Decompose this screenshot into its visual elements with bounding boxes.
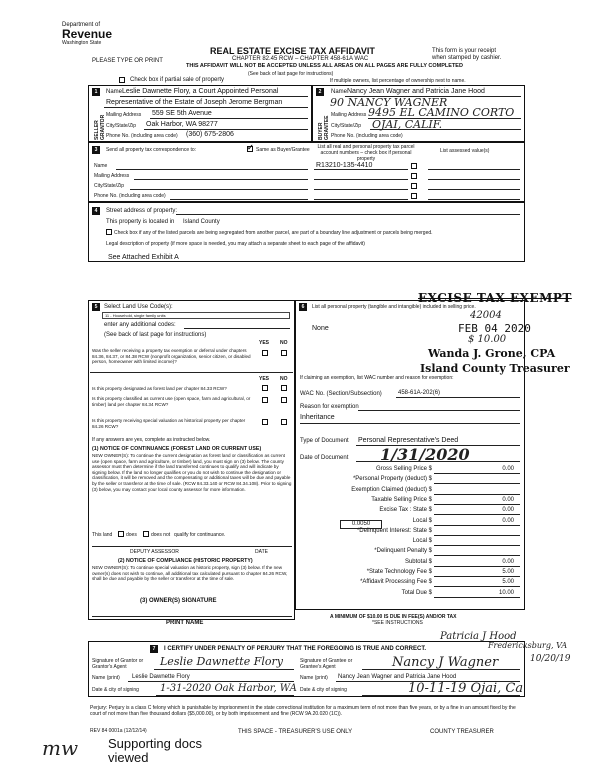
this-land-label: This land [92,532,113,538]
parcel-checkbox-3[interactable] [411,183,417,189]
form-warning: THIS AFFIDAVIT WILL NOT BE ACCEPTED UNLESS ALL AREAS ON ALL PAGES ARE FULLY COMPLETED [186,63,463,69]
wac-value[interactable]: 458-61A-202(6) [398,390,441,396]
land-use-see-back: (See back of last page for instructions) [104,332,207,338]
docdate-label: Date of Document [300,455,349,461]
deputy-assessor-label: DEPUTY ASSESSOR [130,549,179,555]
county-treasurer-label: COUNTY TREASURER [430,729,494,735]
reason-value[interactable]: Inheritance [300,414,335,421]
totals-row-label: *Personal Property (deduct) $ [352,476,432,482]
personal-property-value[interactable]: None [312,325,329,332]
seller-city[interactable]: Oak Harbor, WA 98277 [146,121,218,128]
county-line-label: This property is located in [106,219,175,225]
qualify-label: qualify for continuance. [174,532,226,538]
partial-sale-checkbox[interactable] [119,77,125,83]
totals-row-value[interactable]: 5.00 [502,579,514,585]
certify-statement: I CERTIFY UNDER PENALTY OF PERJURY THAT THE FOREGOING IS TRUE AND CORRECT. [164,646,427,652]
county-value: Island County [183,219,220,225]
q1-no[interactable] [281,350,287,356]
q2-yes[interactable] [262,385,268,391]
receipt-note: This form is your receipt when stamped by cashier. [432,48,502,61]
correspondence-label: Send all property tax correspondence to: [106,147,197,153]
grantee-date-label: Date & city of signing [300,687,347,693]
personal-property-label: List all personal property (tangible and intangible) included in selling price. [312,304,476,310]
form-title: REAL ESTATE EXCISE TAX AFFIDAVIT [210,46,375,56]
deputy-date-label: DATE [255,549,268,555]
owner-signature-label: (3) OWNER(S) SIGNATURE [140,598,217,604]
print-name-label: PRINT NAME [166,620,204,626]
minimum-due-note: A MINIMUM OF $10.00 IS DUE IN FEE(S) AND/OR TAX [330,614,457,620]
corr-phone-label: Phone No. (including area code) [94,193,166,199]
stamp-treasurer-office: Island County Treasurer [420,362,570,375]
seller-phone-label: Phone No. (including area code) [106,133,178,139]
section-5-marker: 5 [92,303,100,311]
seller-side-label: SELLER GRANTOR [94,114,106,140]
section-1-marker: 1 [92,88,100,96]
buyer-name[interactable]: Nancy Jean Wagner and Patricia Jane Hood [347,88,485,95]
form-subtitle: CHAPTER 82.45 RCW – CHAPTER 458-61A WAC [232,56,369,62]
seller-name-label: Name [106,89,123,95]
totals-row-label: Excise Tax : State $ [379,507,432,513]
q3-text: Is this property classified as current use (open space, farm and agricultural, or timber) land per chapter 84.34 RCW? [92,396,251,407]
hood-signature: Patricia J Hood [440,631,517,642]
grantee-date-city[interactable]: 10-11-19 Ojai, Ca [408,681,524,696]
yes-header-2: YES [259,376,270,382]
totals-row-value[interactable]: 5.00 [502,569,514,575]
does-not-checkbox[interactable] [143,531,149,537]
q4-yes[interactable] [262,419,268,425]
totals-row-value[interactable]: 0.00 [502,518,514,524]
q2-text: Is this property designated as forest land per chapter 84.33 RCW? [92,386,227,391]
see-back-note: (See back of last page for instructions) [248,71,334,77]
print-note: PLEASE TYPE OR PRINT [92,58,163,64]
q2-no[interactable] [281,385,287,391]
seller-mailing-label: Mailing Address [106,112,142,118]
local-rate[interactable]: 0.0050 [340,520,382,529]
stamp-amount: $ 10.00 [468,334,507,345]
buyer-phone-label: Phone No. (including area code) [331,133,403,139]
totals-row-value[interactable]: 0.00 [502,507,514,513]
notice2-body: NEW OWNER(S): To continue special valuation as historic property, sign (3) below. If the new owner(s) does not wish to continue, all additional tax calculated pursuant to chapter 84.26 RCW, shall be due and payable by the seller or transferor at the time of sale. [92,565,288,582]
totals-row-value[interactable]: 0.00 [502,559,514,565]
grantee-sig-label: Signature of Grantee or Grantee's Agent [300,658,353,670]
totals-row-value[interactable]: 0.00 [502,497,514,503]
stamp-date: FEB 04 2020 [458,322,531,335]
buyer-name-label: Name [331,89,348,95]
exhibit-text: See Attached Exhibit A [108,254,179,261]
grantor-name-label: Name (print) [92,675,120,681]
perjury-note: Perjury: Perjury is a class C felony which is punishable by imprisonment in the state correctional institution for a maximum term of not more than five years, or by a fine in an amount fixed by the court of not more than five thousand dollars ($5,000.00), or by both imprisonment and fine (RCW 9A.20.020 (1C)). [90,705,516,717]
no-header-2: NO [280,376,288,382]
doctype-label: Type of Document [300,438,349,444]
totals-row-label: *Affidavit Processing Fee $ [360,579,432,585]
totals-row-label: *State Technology Fee $ [366,569,432,575]
q3-no[interactable] [281,397,287,403]
notice1-title: (1) NOTICE OF CONTINUANCE (FOREST LAND OR CURRENT USE) [92,446,262,452]
notice1-body: NEW OWNER(S): To continue the current designation as forest land or classification as current use (open space, farm and agriculture, or timber) land, you must sign on (3) below. The county assessor must then determine if the land transferred continues to qualify and will indicate by signing below. If the land no longer qualifies or you do not wish to continue the designation or classification, it will be removed and the compensating or additional taxes will be due and payable by the seller or transferor at the time of sale. (RCW 84.33.140 or RCW 84.34.108). Prior to signing (3) below, you may contact your local county assessor for more information. [92,453,292,492]
does-checkbox[interactable] [118,531,124,537]
parcel-checkbox-2[interactable] [411,173,417,179]
corr-city-label: City/State/Zip [94,183,125,189]
supporting-docs-note: Supporting docs viewed [108,736,202,765]
hood-location: Fredericksburg, VA [488,641,568,650]
totals-row-label: Total Due $ [401,590,432,596]
parcel-checkbox-1[interactable] [411,163,417,169]
q4-no[interactable] [281,419,287,425]
parcel-header: List all real and personal property tax parcel account numbers – check box if personal property [317,144,415,162]
totals-row-label: Local $ [412,518,432,524]
totals-row-label: Local $ [412,538,432,544]
reason-label: Reason for exemption [300,404,359,410]
buyer-name-handwritten: 90 NANCY WAGNER [330,96,448,109]
parcel-checkbox-4[interactable] [411,193,417,199]
parcel-number[interactable]: R13210-135-4410 [316,162,373,169]
q1-text: Was the seller receiving a property tax exemption or deferral under chapters 84.36, 84.37, or 84.38 RCW (nonprofit organization, senior citizen, or disabled person, homeowner with limited income)? [92,348,251,364]
seller-mailing[interactable]: 559 SE 5th Avenue [152,110,212,117]
corr-name-label: Name [94,163,108,169]
grantee-signature[interactable]: Nancy J Wagner [392,655,499,670]
notice2-title: (2) NOTICE OF COMPLIANCE (HISTORIC PROPERTY) [118,558,253,564]
reviewer-initials: mw [42,736,79,760]
multiple-owners-note: If multiple owners, list percentage of ownership next to name. [330,78,466,84]
street-label: Street address of property: [106,208,178,214]
buyer-city-handwritten: OJAI, CALIF. [372,118,443,131]
grantee-name-print[interactable]: Nancy Jean Wagner and Patricia Jane Hood [338,674,457,680]
totals-row-label: *Delinquent Penalty $ [374,548,432,554]
doctype-value[interactable]: Personal Representative's Deed [358,437,459,444]
treasurer-use-label: THIS SPACE - TREASURER'S USE ONLY [238,729,353,735]
seller-name[interactable]: Leslie Dawnette Flory, a Court Appointed Personal [122,88,279,95]
same-as-buyer-label: Same as Buyer/Grantee [256,147,310,153]
q4-text: Is this property receiving special valuation as historical property per chapter 84.26 RCW? [92,418,246,429]
totals-row-label: Taxable Selling Price $ [371,497,432,503]
section-7-marker: 7 [150,645,158,653]
hood-date: 10/20/19 [530,654,571,664]
q3-yes[interactable] [262,397,268,403]
buyer-mailing-handwritten: 9495 EL CAMINO CORTO [368,106,515,119]
section-4-marker: 4 [92,207,100,215]
partial-sale-label: Check box if partial sale of property [130,77,225,83]
excise-exempt-stamp: EXCISE TAX EXEMPT [418,291,572,305]
grantor-name-print[interactable]: Leslie Dawnette Flory [132,674,190,680]
form-revision: REV 84 0001a (12/12/14) [90,728,147,734]
dor-logo: Department of Revenue Washington State [62,22,113,46]
grantor-date-label: Date & city of signing [92,687,139,693]
corr-mailing-label: Mailing Address [94,173,130,179]
grantor-signature[interactable]: Leslie Dawnette Flory [160,655,283,668]
seller-name-line2[interactable]: Representative of the Estate of Joseph Jerome Bergman [106,99,283,106]
totals-row-label: *Delinquent Interest: State $ [356,528,432,534]
stamp-treasurer-name: Wanda J. Grone, CPA [428,347,556,360]
see-instructions-note: *SEE INSTRUCTIONS [372,620,423,626]
seller-city-label: City/State/Zip [106,123,137,129]
section-6-marker: 6 [299,303,307,311]
segregated-checkbox[interactable] [106,229,112,235]
totals-row-label: Gross Selling Price $ [375,466,432,472]
buyer-side-label: BUYER GRANTEE [318,115,330,140]
totals-row-label: Exemption Claimed (deduct) $ [351,487,432,493]
q1-yes[interactable] [262,350,268,356]
section-3-marker: 3 [92,146,100,154]
wac-label: WAC No. (Section/Subsection) [300,391,382,397]
exemption-claim-label: If claiming an exemption, list WAC number and reason for exemption: [300,375,454,381]
segregated-label: Check box if any of the listed parcels are being segregated from another parcel, are part of a boundary line adjustment or parcels being merged. [114,230,433,236]
grantee-name-label: Name (print) [300,675,328,681]
section-2-marker: 2 [316,88,324,96]
seller-phone[interactable]: (360) 675-2806 [186,131,234,138]
docdate-value[interactable]: 1/31/2020 [380,445,470,464]
yes-header-1: YES [259,340,270,346]
totals-row-value[interactable]: 10.00 [498,590,514,596]
totals-row-label: Subtotal $ [404,559,432,565]
additional-codes-label: enter any additional codes: [104,322,176,328]
no-header-1: NO [280,340,288,346]
does-not-label: does not [151,532,171,538]
totals-row-value[interactable]: 0.00 [502,466,514,472]
grantor-sig-label: Signature of Grantor or Grantor's Agent [92,658,144,670]
grantor-date-city[interactable]: 1-31-2020 Oak Harbor, WA [160,683,297,694]
buyer-mailing-label: Mailing Address [331,112,367,118]
land-use-label: Select Land Use Code(s): [104,304,173,310]
if-yes-note: If any answers are yes, complete as instructed below. [92,437,211,443]
stamp-number: 42004 [470,310,502,321]
buyer-city-label: City/State/Zip [331,123,362,129]
legal-label: Legal description of property (if more space is needed, you may attach a separate sheet to each page of the affidavit) [106,241,365,247]
assessed-value-header: List assessed value(s) [440,148,490,154]
does-label: does [126,532,137,538]
land-use-select[interactable]: 11 - Household, single family units [102,312,290,319]
